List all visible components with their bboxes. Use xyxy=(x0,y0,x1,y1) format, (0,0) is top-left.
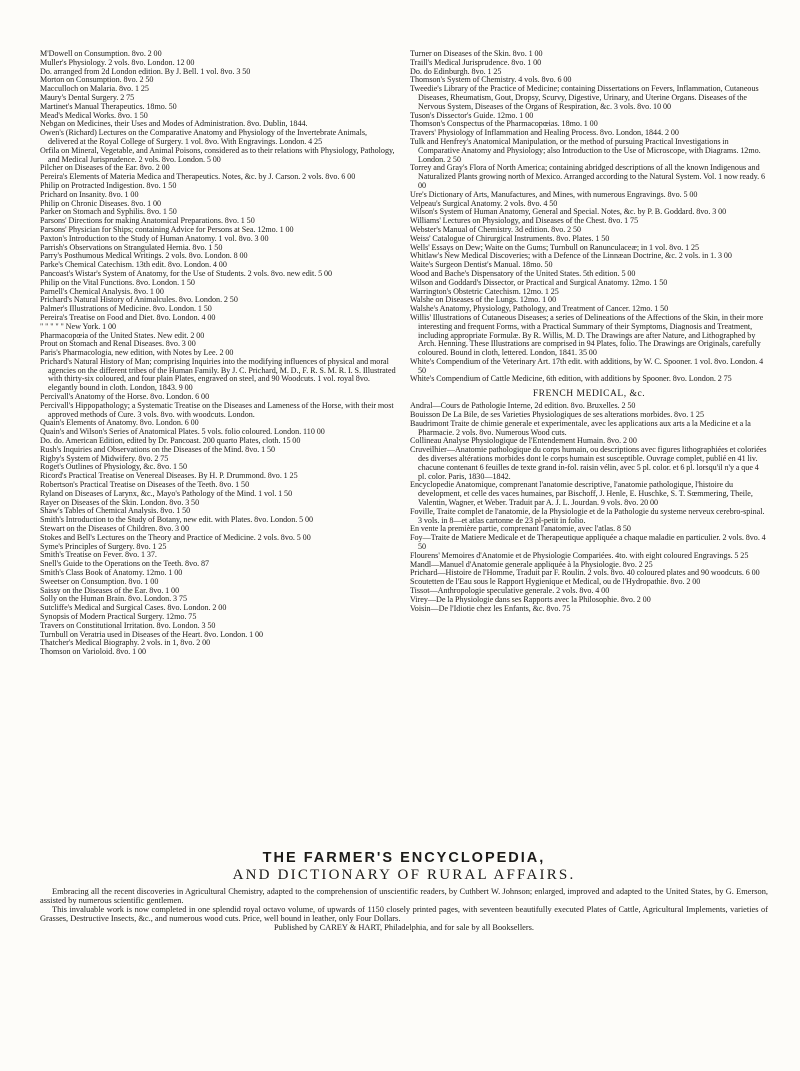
catalogue-entry: Synopsis of Modern Practical Surgery. 12mo. 75 xyxy=(40,612,197,621)
catalogue-entry: Smith's Treatise on Fever. 8vo. 1 37. xyxy=(40,550,157,560)
catalogue-entry: Do. do Edinburgh. 8vo. 1 25 xyxy=(410,66,502,76)
catalogue-entry: White's Compendium of the Veterinary Art. 17th edit. with additions, by W. C. Spooner. 1 vol. 8vo. London. 4 50 xyxy=(410,356,764,375)
catalogue-entry: Prichard—Histoire de l'Homme, Traduit par F. Roulin. 2 vols. 8vo. 40 coloured plates and 90 woodcuts. 6 00 xyxy=(410,568,760,578)
catalogue-entry: En vente la première partie, comprenant l'anatomie, avec l'atlas. 8 50 xyxy=(410,524,631,534)
catalogue-entry: Snell's Guide to the Operations on the Teeth. 8vo. 87 xyxy=(40,559,210,569)
right-column-entries xyxy=(410,50,768,384)
catalogue-entry: Ricord's Practical Treatise on Venereal Diseases. By H. P. Drummond. 8vo. 1 25 xyxy=(40,471,298,481)
french-entries xyxy=(410,402,768,613)
catalogue-entry: Thomson's System of Chemistry. 4 vols. 8vo. 6 00 xyxy=(410,75,572,85)
catalogue-entry: Travers on Constitutional Irritation. 8vo. London. 3 50 xyxy=(40,620,216,630)
catalogue-entry: Flourens' Memoires d'Anatomie et de Physiologie Compariées. 4to. with eight coloured Engravings. 5 25 xyxy=(410,550,749,560)
catalogue-entry: Wood and Bache's Dispensatory of the United States. 5th edition. 5 00 xyxy=(410,268,636,278)
ad-publisher-line: Published by CAREY & HART, Philadelphia, and for sale by all Booksellers. xyxy=(273,923,535,933)
catalogue-entry: Prichard's Natural History of Animalcules. 8vo. London. 2 50 xyxy=(40,295,238,305)
catalogue-entry: Willis' Illustrations of Cutaneous Diseases; a series of Delineations of the Affections of the Skin, in their more interesting and frequent Forms, with a Practical Summary of their Symptoms, Diagnosis and Treatment, including appropriate Formulæ. By R. Willis, M. D. The Drawings are after Nature, and Lithographed by Arch. Henning. These Illustrations are comprised in 94 Plates, folio. The Drawings are Originals, carefully coloured. Bound in cloth, lettered. London, 1841. 35 00 xyxy=(410,312,764,358)
catalogue-entry: Robertson's Practical Treatise on Diseases of the Teeth. 8vo. 1 50 xyxy=(40,480,250,490)
right-column xyxy=(410,50,768,840)
catalogue-entry: Quain's Elements of Anatomy. 8vo. London. 6 00 xyxy=(40,418,199,428)
catalogue-entry: Whitlaw's New Medical Discoveries; with a Defence of the Linnæan Doctrine, &c. 2 vols. in 1. 3 00 xyxy=(410,251,732,261)
catalogue-entry: Pilcher on Diseases of the Ear. 8vo. 2 00 xyxy=(40,163,170,173)
catalogue-entry: Nebgan on Medicines, their Uses and Modes of Administration. 8vo. Dublin, 1844. xyxy=(40,119,308,129)
catalogue-entry: Scoutetten de l'Eau sous le Rapport Hygienique et Medical, ou de l'Hydropathie. 8vo. 2 00 xyxy=(410,577,701,587)
catalogue-entry: Parry's Posthumous Medical Writings. 2 vols. 8vo. London. 8 00 xyxy=(40,251,248,261)
catalogue-entry: M'Dowell on Consumption. 8vo. 2 00 xyxy=(40,50,162,58)
catalogue-entry: Pancoast's Wistar's System of Anatomy, for the Use of Students. 2 vols. 8vo. new edit. 5 00 xyxy=(40,268,333,278)
catalogue-entry: Rayer on Diseases of the Skin. London. 8vo. 3 50 xyxy=(40,497,200,507)
catalogue-entry: Warrington's Obstetric Catechism. 12mo. 1 25 xyxy=(410,286,559,296)
catalogue-entry: Smith's Class Book of Anatomy. 12mo. 1 00 xyxy=(40,568,183,578)
catalogue-entry: White's Compendium of Cattle Medicine, 6th edition, with additions by Spooner. 8vo. London. 2 75 xyxy=(410,374,732,384)
catalogue-entry: Rush's Inquiries and Observations on the Diseases of the Mind. 8vo. 1 50 xyxy=(40,444,276,454)
catalogue-entry: Tissot—Anthropologie speculative generale. 2 vols. 8vo. 4 00 xyxy=(410,586,610,596)
catalogue-entry: Syme's Principles of Surgery. 8vo. 1 25 xyxy=(40,541,167,551)
catalogue-entry: Tuson's Dissector's Guide. 12mo. 1 00 xyxy=(410,110,534,120)
catalogue-entry: Wilson's System of Human Anatomy, General and Special. Notes, &c. by P. B. Goddard. 8vo. 3 00 xyxy=(410,207,727,217)
catalogue-entry: Philip on Chronic Diseases. 8vo. 1 00 xyxy=(40,198,162,208)
catalogue-entry: Morton on Consumption. 8vo. 2 50 xyxy=(40,75,154,85)
catalogue-entry: Roget's Outlines of Physiology, &c. 8vo. 1 50 xyxy=(40,462,188,472)
catalogue-entry: Walshe on Diseases of the Lungs. 12mo. 1 00 xyxy=(410,295,557,305)
catalogue-entry: Foy—Traite de Matiere Medicale et de Therapeutique appliquée a chaque maladie en particulier. 2 vols. 8vo. 4 50 xyxy=(410,533,766,552)
catalogue-entry: Owen's (Richard) Lectures on the Comparative Anatomy and Physiology of the Invertebrate Animals, delivered at the Royal College of Surgery. 1 vol. 8vo. With Engravings. London. 4 25 xyxy=(40,128,367,146)
catalogue-entry: Traill's Medical Jurisprudence. 8vo. 1 00 xyxy=(410,57,542,67)
catalogue-entry: Turnbull on Veratria used in Diseases of the Heart. 8vo. London. 1 00 xyxy=(40,629,264,639)
catalogue-entry: Orfila on Mineral, Vegetable, and Animal Poisons, considered as to their relations with Physiology, Pathology, and Medical Jurisprudence. 2 vols. 8vo. London. 5 00 xyxy=(40,145,395,164)
catalogue-entry: Shaw's Tables of Chemical Analysis. 8vo. 1 50 xyxy=(40,506,191,516)
left-column xyxy=(40,50,398,840)
catalogue-entry: Voisin—De l'Idiotie chez les Enfants, &c. 8vo. 75 xyxy=(410,603,571,613)
catalogue-entry: Wells' Essays on Dew; Waite on the Gums; Turnbull on Ranunculaceæ; in 1 vol. 8vo. 1 25 xyxy=(410,242,700,252)
catalogue-entry: Pharmacopœia of the United States. New edit. 2 00 xyxy=(40,330,205,340)
french-section-heading: FRENCH MEDICAL, &c. xyxy=(532,388,646,400)
catalogue-page xyxy=(40,50,768,1060)
catalogue-entry: Torrey and Gray's Flora of North America; containing abridged descriptions of all the known Indigenous and Naturalized Plants growing north of Mexico. Arranged according to the Natural System. Vol. 1 now ready. 6 00 xyxy=(410,163,766,190)
catalogue-entry: Webster's Manual of Chemistry. 3d edition. 8vo. 2 50 xyxy=(410,224,582,234)
catalogue-entry: Do. do. American Edition, edited by Dr. Pancoast. 200 quarto Plates, cloth. 15 00 xyxy=(40,436,301,446)
catalogue-entry: Ryland on Diseases of Larynx, &c., Mayo's Pathology of the Mind. 1 vol. 1 50 xyxy=(40,488,293,498)
catalogue-entry: Sutcliffe's Medical and Surgical Cases. 8vo. London. 2 00 xyxy=(40,603,227,613)
catalogue-entry: Mead's Medical Works. 8vo. 1 50 xyxy=(40,110,148,120)
catalogue-entry: Collineau Analyse Physiologique de l'Entendement Humain. 8vo. 2 00 xyxy=(410,436,637,446)
catalogue-entry: Martinet's Manual Therapeutics. 18mo. 50 xyxy=(40,101,177,111)
catalogue-entry: Smith's Introduction to the Study of Botany, new edit. with Plates. 8vo. London. 5 00 xyxy=(40,515,314,525)
catalogue-entry: Baudrimont Traite de chimie generale et experimentale, avec les applications aux arts a la Medicine et a la Pharmacie. 2 vols. 8vo. Numerous Wood cuts. xyxy=(410,418,751,437)
catalogue-entry: Ure's Dictionary of Arts, Manufactures, and Mines, with numerous Engravings. 8vo. 5 00 xyxy=(410,189,698,199)
catalogue-entry: " " " " " New York. 1 00 xyxy=(40,321,117,331)
catalogue-entry: Rigby's System of Midwifery. 8vo. 2 75 xyxy=(40,453,169,463)
catalogue-entry: Pereira's Treatise on Food and Diet. 8vo. London. 4 00 xyxy=(40,312,216,322)
catalogue-entry: Paxton's Introduction to the Study of Human Anatomy. 1 vol. 8vo. 3 00 xyxy=(40,233,269,243)
catalogue-entry: Paris's Pharmacologia, new edition, with Notes by Lee. 2 00 xyxy=(40,348,234,358)
ad-title: THE FARMER'S ENCYCLOPEDIA, xyxy=(262,850,546,866)
catalogue-entry: Thomson on Varioloid. 8vo. 1 00 xyxy=(40,647,147,657)
catalogue-entry: Tulk and Henfrey's Anatomical Manipulation, or the method of pursuing Practical Investigations in Comparative Anatomy and Physiology; also Introduction to the Use of Microscope, with Diagrams. 12mo. London. 2 50 xyxy=(410,136,761,164)
catalogue-entry: Philip on the Vital Functions. 8vo. London. 1 50 xyxy=(40,277,195,287)
ad-paragraph-details: This invaluable work is now completed in one splendid royal octavo volume, of upwards of 1150 closely printed pages, with seventeen beautifully executed Plates of Cattle, Agricultural Implements, varieties of Grasses, Destructive Insects, &c., and numerous wood cuts. Price, well bound in leather, only Four Dollars. xyxy=(40,905,768,924)
catalogue-entry: Macculloch on Malaria. 8vo. 1 25 xyxy=(40,84,149,94)
catalogue-entry: Parker on Stomach and Syphilis. 8vo. 1 50 xyxy=(40,207,177,217)
farmers-encyclopedia-advertisement xyxy=(40,850,768,932)
catalogue-entry: Palmer's Illustrations of Medicine. 8vo. London. 1 50 xyxy=(40,304,212,314)
catalogue-entry: Waite's Surgeon Dentist's Manual. 18mo. 50 xyxy=(410,260,553,270)
catalogue-entry: Cruveilhier—Anatomie pathologique du corps humain, ou descriptions avec figures lithographiées et coloriées des diverses altérations morbides dont le corps humain est susceptible. Ouvrage complet, publié en 41 liv. chacune contenant 6 feuilles de texte grand in-fol. raisin vélin, avec 5 pl. color. et 6 pl. lorsqu'il n'y a que 4 pl. color. Paris, 1830—1842. xyxy=(410,445,767,481)
catalogue-entry: Williams' Lectures on Physiology, and Diseases of the Chest. 8vo. 1 75 xyxy=(410,216,639,226)
catalogue-entry: Tweedie's Library of the Practice of Medicine; containing Dissertations on Fevers, Inflammation, Cutaneous Diseases, Rheumatism, Gout, Dropsy, Scurvy, Digestive, Urinary, and Uterine Organs. Diseases of the Nervous System, Diseases of the Organs of Respiration, &c. 3 vols. 8vo. 10 00 xyxy=(410,84,759,111)
ad-paragraph-description: Embracing all the recent discoveries in Agricultural Chemistry, adapted to the comprehension of unscientific readers, by Cuthbert W. Johnson; enlarged, improved and adapted to the United States, by G. Emerson, assisted by numerous scientific gentlemen. xyxy=(40,887,768,906)
catalogue-entry: Do. arranged from 2d London edition. By J. Bell. 1 vol. 8vo. 3 50 xyxy=(40,66,251,76)
catalogue-entry: Parke's Chemical Catechism. 13th edit. 8vo. London. 4 00 xyxy=(40,260,227,270)
catalogue-entry: Prichard on Insanity. 8vo. 1 00 xyxy=(40,189,139,199)
catalogue-entry: Thatcher's Medical Biography. 2 vols. in 1, 8vo. 2 00 xyxy=(40,638,211,648)
catalogue-entry: Stewart on the Diseases of Children. 8vo. 3 00 xyxy=(40,524,190,534)
catalogue-entry: Bouisson De La Bile, de ses Varieties Physiologiques de ses alterations morbides. 8vo. 1 25 xyxy=(410,410,705,420)
catalogue-entry: Turner on Diseases of the Skin. 8vo. 1 00 xyxy=(410,50,543,58)
catalogue-entry: Stokes and Bell's Lectures on the Theory and Practice of Medicine. 2 vols. 8vo. 5 00 xyxy=(40,532,311,542)
catalogue-entry: Travers' Physiology of Inflammation and Healing Process. 8vo. London, 1844. 2 00 xyxy=(410,128,679,138)
catalogue-entry: Philip on Protracted Indigestion. 8vo. 1 50 xyxy=(40,180,177,190)
catalogue-entry: Solly on the Human Brain. 8vo. London. 3 75 xyxy=(40,594,188,604)
ad-subtitle: AND DICTIONARY OF RURAL AFFAIRS. xyxy=(232,867,576,883)
catalogue-entry: Foville, Traite complet de l'anatomie, de la Physiologie et de la Pathologie du systeme nerveux cerebro-spinal. 3 vols. in 8—et atlas cartonne de 23 pl-petit in folio. xyxy=(410,506,765,525)
catalogue-entry: Parrish's Observations on Strangulated Hernia. 8vo. 1 50 xyxy=(40,242,223,252)
catalogue-entry: Mandl—Manuel d'Anatomie generale appliquée à la Physiologie. 8vo. 2 25 xyxy=(410,559,653,569)
catalogue-entry: Parsons' Physician for Ships; containing Advice for Persons at Sea. 12mo. 1 00 xyxy=(40,224,294,234)
catalogue-entry: Muller's Physiology. 2 vols. 8vo. London. 12 00 xyxy=(40,57,195,67)
catalogue-entry: Parsons' Directions for making Anatomical Preparations. 8vo. 1 50 xyxy=(40,216,255,226)
catalogue-entry: Weiss' Catalogue of Chirurgical Instruments. 8vo. Plates. 1 50 xyxy=(410,233,610,243)
catalogue-entry: Percivall's Anatomy of the Horse. 8vo. London. 6 00 xyxy=(40,392,210,402)
catalogue-entry: Maury's Dental Surgery. 2 75 xyxy=(40,92,135,102)
catalogue-entry: Thomson's Conspectus of the Pharmacopœias. 18mo. 1 00 xyxy=(410,119,598,129)
catalogue-entry: Prichard's Natural History of Man; comprising Inquiries into the modifying influences of physical and moral agencies on the different tribes of the Human Family. By J. C. Prichard, M. D., F. R. S. M. R. I. S. Illustrated with thirty-six coloured, and four plain Plates, engraved on steel, and 90 Woodcuts. 1 vol. royal 8vo. elegantly bound in cloth. London, 1843. 9 00 xyxy=(40,356,396,393)
catalogue-entry: Parnell's Chemical Analysis. 8vo. 1 00 xyxy=(40,286,164,296)
catalogue-entry: Quain's and Wilson's Series of Anatomical Plates. 5 vols. folio coloured. London. 110 00 xyxy=(40,427,325,437)
catalogue-entry: Andral—Cours de Pathologie Interne, 2d edition. 8vo. Bruxelles. 2 50 xyxy=(410,401,636,411)
catalogue-entry: Sweetser on Consumption. 8vo. 1 00 xyxy=(40,576,159,586)
catalogue-entry: Saissy on the Diseases of the Ear. 8vo. 1 00 xyxy=(40,585,180,595)
catalogue-entry: Wilson and Goddard's Dissector, or Practical and Surgical Anatomy. 12mo. 1 50 xyxy=(410,277,668,287)
catalogue-entry: Walshe's Anatomy, Physiology, Pathology, and Treatment of Cancer. 12mo. 1 50 xyxy=(410,304,669,314)
catalogue-entry: Virey—De la Physiologie dans ses Rapports avec la Philosophie. 8vo. 2 00 xyxy=(410,594,651,604)
catalogue-columns xyxy=(40,50,768,840)
ad-body xyxy=(40,887,768,932)
catalogue-entry: Pereira's Elements of Materia Medica and Therapeutics. Notes, &c. by J. Carson. 2 vols. 8vo. 6 00 xyxy=(40,172,356,182)
catalogue-entry: Prout on Stomach and Renal Diseases. 8vo. 3 00 xyxy=(40,339,196,349)
catalogue-entry: Percivall's Hippopathology; a Systematic Treatise on the Diseases and Lameness of the Horse, with their most approved methods of Cure. 3 vols. 8vo. with woodcuts. London. xyxy=(40,400,394,419)
catalogue-entry: Encyclopedie Anatomique, comprenant l'anatomie descriptive, l'anatomie pathologique, l'histoire du development, et celle des vaces humaines, par Bischoff, J. Henle, E. Huschke, S. T. Sœmmering, Theile, Valentin, Wagner, et Weber. Traduit par A. J. L. Jourdan. 9 vols. 8vo. 20 00 xyxy=(410,480,753,508)
catalogue-entry: Velpeau's Surgical Anatomy. 2 vols. 8vo. 4 50 xyxy=(410,198,558,208)
